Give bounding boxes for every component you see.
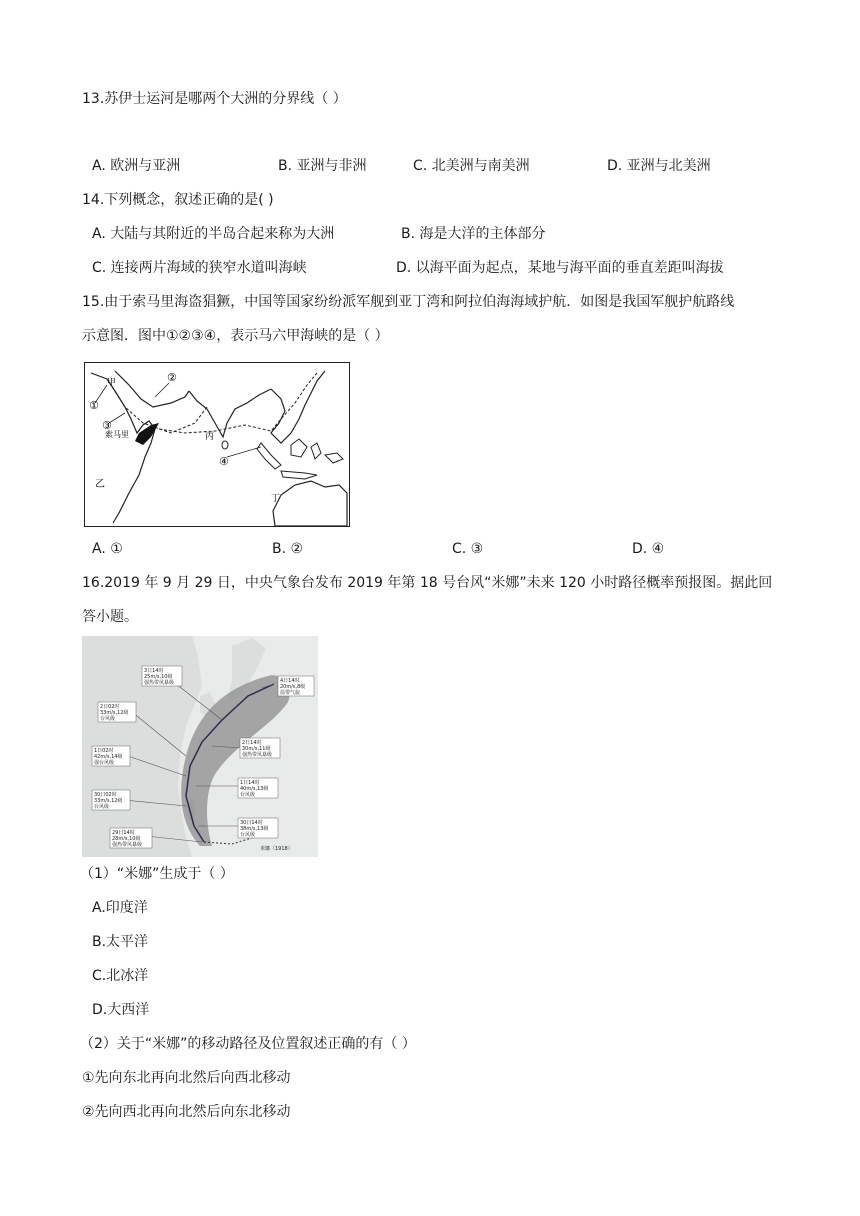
svg-text:台风级: 台风级 xyxy=(240,792,256,798)
map-label-2: ② xyxy=(167,371,177,384)
java xyxy=(281,471,317,479)
svg-text:1日02时: 1日02时 xyxy=(94,748,114,754)
svg-text:台风级: 台风级 xyxy=(240,832,256,838)
australia xyxy=(273,481,347,526)
svg-text:1日14时: 1日14时 xyxy=(240,780,260,786)
map-label-ding: 丁 xyxy=(271,494,281,504)
new-guinea xyxy=(325,453,343,463)
q14-option-d[interactable]: D. 以海平面为起点，某地与海平面的垂直差距叫海拔 xyxy=(396,260,724,276)
q16-sub2-stem: （2）关于“米娜”的移动路径及位置叙述正确的有（ ） xyxy=(80,1036,416,1052)
svg-text:38m/s,13级: 38m/s,13级 xyxy=(240,826,269,832)
map-label-1: ① xyxy=(89,399,99,412)
svg-text:40m/s,13级: 40m/s,13级 xyxy=(240,786,269,792)
q13-option-b[interactable]: B. 亚洲与非洲 xyxy=(278,158,367,174)
q16-sub2-item-2[interactable]: ②先向西北再向北然后向东北移动 xyxy=(82,1104,291,1120)
svg-text:温带气旋: 温带气旋 xyxy=(280,690,301,696)
map-label-3: ③ xyxy=(102,419,112,432)
q16-stem-line1: 16.2019 年 9 月 29 日，中央气象台发布 2019 年第 18 号台风“米娜”未来 120 小时路径概率预报图。据此回 xyxy=(82,575,773,591)
map-label-4: ④ xyxy=(219,455,229,468)
arabia-coast xyxy=(115,371,189,407)
map-label-yi: 乙 xyxy=(95,479,105,490)
map-label-bing: 丙 xyxy=(205,432,215,442)
q14-option-c[interactable]: C. 连接两片海域的狭窄水道叫海峡 xyxy=(92,260,307,276)
svg-text:2日02时: 2日02时 xyxy=(100,704,120,710)
pointer-2 xyxy=(155,383,169,397)
map-label-jia: 甲 xyxy=(107,378,117,388)
escort-route-map xyxy=(84,362,350,527)
route-east xyxy=(159,373,317,433)
svg-text:强热带风暴级: 强热带风暴级 xyxy=(242,752,273,758)
q16-sub1-option-c[interactable]: C.北冰洋 xyxy=(92,968,149,984)
q13-option-a[interactable]: A. 欧洲与亚洲 xyxy=(92,158,181,174)
q16-stem-line2: 答小题。 xyxy=(82,609,138,625)
typhoon-forecast-map xyxy=(82,636,318,857)
q15-option-d[interactable]: D. ④ xyxy=(632,541,665,557)
svg-text:强热带风暴级: 强热带风暴级 xyxy=(144,680,175,686)
svg-text:25m/s,10级: 25m/s,10级 xyxy=(144,674,173,680)
q15-option-c[interactable]: C. ③ xyxy=(452,541,484,557)
q16-sub1-option-b[interactable]: B.太平洋 xyxy=(92,934,149,950)
q16-sub1-option-d[interactable]: D.大西洋 xyxy=(92,1002,150,1018)
escort-route-map-svg xyxy=(85,363,349,526)
q16-sub1-option-a[interactable]: A.印度洋 xyxy=(92,900,148,916)
svg-text:30日02时: 30日02时 xyxy=(94,792,117,798)
q13-option-c[interactable]: C. 北美洲与南美洲 xyxy=(413,158,530,174)
svg-text:强台风级: 强台风级 xyxy=(94,760,115,766)
india-coast xyxy=(189,389,271,437)
svg-text:米娜（1918）: 米娜（1918） xyxy=(260,846,293,852)
svg-text:台风级: 台风级 xyxy=(94,804,110,810)
svg-text:30m/s,11级: 30m/s,11级 xyxy=(242,746,271,752)
svg-text:42m/s,14级: 42m/s,14级 xyxy=(94,754,123,760)
svg-text:2日14时: 2日14时 xyxy=(242,740,262,746)
q15-option-b[interactable]: B. ② xyxy=(272,541,304,557)
svg-text:20m/s,8级: 20m/s,8级 xyxy=(280,684,306,690)
q14-option-b[interactable]: B. 海是大洋的主体部分 xyxy=(401,226,546,242)
pointer-4 xyxy=(227,447,261,457)
q15-option-a[interactable]: A. ① xyxy=(92,541,123,557)
svg-text:强热带风暴级: 强热带风暴级 xyxy=(112,842,143,848)
borneo xyxy=(291,439,307,457)
typhoon-forecast-svg xyxy=(82,636,318,857)
sri-lanka xyxy=(222,441,228,449)
svg-text:28m/s,10级: 28m/s,10级 xyxy=(112,836,141,842)
svg-text:台风级: 台风级 xyxy=(100,716,116,722)
q14-stem: 14.下列概念，叙述正确的是( ) xyxy=(82,192,274,208)
svg-text:29日14时: 29日14时 xyxy=(112,830,135,836)
svg-text:4日14时: 4日14时 xyxy=(280,678,300,684)
svg-text:30日14时: 30日14时 xyxy=(240,820,263,826)
svg-text:33m/s,12级: 33m/s,12级 xyxy=(100,710,129,716)
somalia-area xyxy=(135,423,159,445)
se-asia-coast xyxy=(271,371,325,443)
q15-stem-line2: 示意图．图中①②③④，表示马六甲海峡的是（ ） xyxy=(82,328,389,344)
q14-option-a[interactable]: A. 大陆与其附近的半岛合起来称为大洲 xyxy=(92,226,335,242)
q13-stem: 13.苏伊士运河是哪两个大洲的分界线（ ） xyxy=(82,91,347,107)
map-label-somalia: 索马里 xyxy=(105,430,129,439)
africa-coast xyxy=(91,373,155,523)
q16-sub2-item-1[interactable]: ①先向东北再向北然后向西北移动 xyxy=(82,1070,291,1086)
sulawesi xyxy=(311,443,321,459)
svg-text:3日14时: 3日14时 xyxy=(144,668,164,674)
q16-sub1-stem: （1）“米娜”生成于（ ） xyxy=(80,866,234,882)
q13-option-d[interactable]: D. 亚洲与北美洲 xyxy=(607,158,711,174)
svg-text:33m/s,12级: 33m/s,12级 xyxy=(94,798,123,804)
q15-stem-line1: 15.由于索马里海盗猖獗，中国等国家纷纷派军舰到亚丁湾和阿拉伯海海域护航．如图是我国军舰护航路线 xyxy=(82,294,735,310)
